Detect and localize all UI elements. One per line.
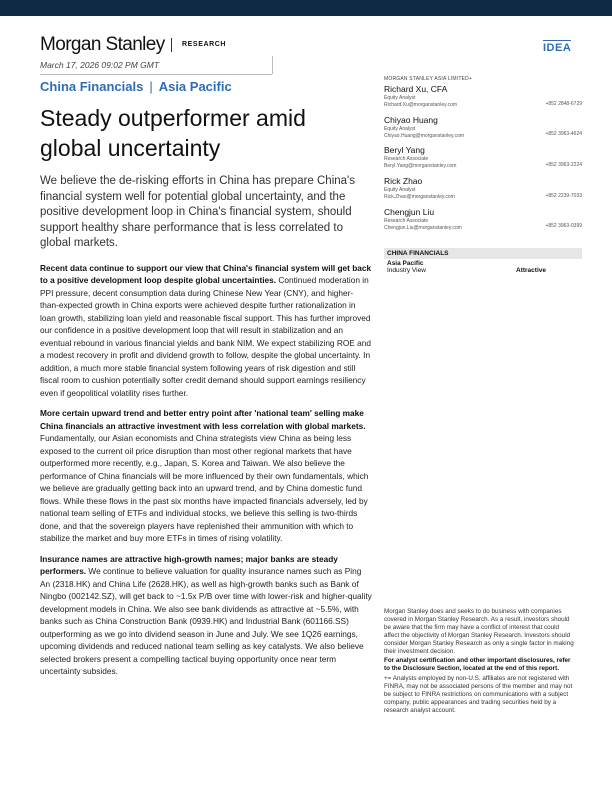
industry-region: Asia Pacific (387, 260, 424, 267)
analyst-card (384, 176, 582, 207)
analyst-email[interactable]: Richard.Xu@morganstanley.com (384, 102, 458, 108)
industry-header: CHINA FINANCIALS (384, 248, 582, 259)
analyst-email[interactable]: Chengjun.Liu@morganstanley.com (384, 224, 462, 231)
analyst-card (384, 145, 582, 176)
paragraph-heading: Insurance names are attractive high-growth names; major banks are steady performers. (40, 553, 338, 577)
research-label: RESEARCH (182, 41, 227, 48)
analyst-card (384, 84, 582, 115)
analyst-name: Beryl Yang (384, 145, 425, 156)
paragraph-text: We continue to believe valuation for quality insurance names such as Ping An (2318.HK) and China Life (2628.HK), as well as high-growth banks such as Bank of Ningbo (002142.SZ), will get back to ~1.5x P/B over time with lower-risk and higher-quality development models in China. We also see bank dividends as attractive at ~5.5%, with banks such as China Construction Bank (0939.HK) and Industrial Bank (601166.SS) outperforming as we go into dividend season in June and July. We see 1Q26 earnings, upcoming dividends and reduced national team selling as key catalysts. We also believe selected brokers present a compelling tactical buying opportunity once near term uncertainty subsides. (40, 566, 372, 677)
report-body (40, 262, 372, 686)
analyst-role: Equity Analyst (384, 95, 416, 101)
paragraph-text: Fundamentally, our Asian economists and China strategists view China as being less exposed to the current oil price disruption than most other regional markets that have outperformed more recently, e.g., Japan, S. Korea and Taiwan. We also believe the performance of China financials will be more influenced by their own fundamentals, which we believe are gradually getting back into an upward trend, and by China domestic fund flows. While these flows in the past six months have impacted financials adversely, led by national team selling of ETFs and individual stocks, we believe this selling is two-thirds done, and that the sovereign players have replenished their ammunition with which to stabilize the market and buy more ETFs in times of rising volatility. (40, 433, 369, 544)
analyst-phone: +852 2848-6729 (545, 100, 582, 107)
body-paragraph (40, 262, 372, 399)
analyst-panel-header: MORGAN STANLEY ASIA LIMITED+ (384, 76, 473, 82)
publish-date: March 17, 2026 09:02 PM GMT (40, 60, 160, 70)
analyst-email[interactable]: Chiyao.Huang@morganstanley.com (384, 132, 465, 139)
analyst-email[interactable]: Rick.Zhao@morganstanley.com (384, 194, 455, 201)
paragraph-text: Continued moderation in PPI pressure, decent consumption data during Chinese New Year (CNY), and higher-than-expected growth in China exports were achieved despite further rationalization in loan growth, stabilizing loan yield and reasonable fiscal support. This has further improved our confidence in a positive development loop that will result in stabilization and an eventual rebound in various financial yields and bank NIM. We expect stabilizing ROE and a modest recovery in profit and dividend growth to follow, despite the global uncertainty. In addition, a much more stable financial system following years of risk digestion and still fiscal room to cushion potentially softer credit demand should support earnings resiliency even if geopolitical volatility rises further. (40, 275, 371, 398)
analyst-name: Chiyao Huang (384, 114, 438, 125)
breadcrumb (40, 79, 232, 94)
analyst-phone: +852 3963-0399 (545, 223, 582, 230)
industry-view-row (384, 267, 582, 274)
analyst-name: Rick Zhao (384, 176, 423, 187)
logo-divider (171, 38, 172, 52)
analyst-role: Equity Analyst (384, 187, 416, 194)
analyst-phone: +852 2239-7033 (545, 192, 582, 199)
paragraph-heading: Recent data continue to support our view that China's financial system will get back to a positive development loop despite global uncertainties. (40, 263, 372, 286)
date-divider-vertical (272, 56, 273, 74)
analyst-name: Chengjun Liu (384, 206, 435, 217)
disclaimer-finra: += Analysts employed by non-U.S. affiliates are not registered with FINRA, may not be associated persons of the member and may not be subject to FINRA restrictions on communications with a subject company, public appearances and trading securities held by a research analyst account. (384, 675, 573, 714)
industry-view-label: Industry View (387, 267, 426, 274)
analyst-panel (384, 76, 582, 237)
lead-summary: We believe the de-risking efforts in China has prepare China's financial system well for potential global uncertainty, and the positive development loop in China's financial system, should support healthy share performance that is less correlated to global markets. (40, 175, 355, 250)
idea-tag: IDEA (543, 42, 572, 54)
analyst-phone: +852 3963-4624 (545, 131, 582, 138)
top-banner (0, 0, 612, 16)
breadcrumb-separator: | (149, 79, 153, 94)
disclaimer-conflict: Morgan Stanley does and seeks to do business with companies covered in Morgan Stanley Research. As a result, investors should be aware that the firm may have a conflict of interest that could affect the objectivity of Morgan Stanley Research. Investors should consider Morgan Stanley Research as only a single factor in making their investment decision. (384, 608, 574, 655)
analyst-role: Research Associate (384, 156, 429, 163)
breadcrumb-sector[interactable]: China Financials (40, 79, 144, 94)
disclaimer (384, 608, 574, 717)
analyst-role: Research Associate (384, 217, 429, 224)
date-divider (40, 74, 272, 75)
morgan-stanley-logo: Morgan Stanley (40, 34, 165, 55)
report-title: Steady outperformer amid global uncertainty (40, 105, 306, 161)
industry-view-value: Attractive (516, 267, 546, 274)
paragraph-heading: More certain upward trend and better entry point after 'national team' selling make China financials an attractive investment with less correlation with global markets. (40, 408, 366, 431)
breadcrumb-region[interactable]: Asia Pacific (158, 79, 232, 94)
analyst-card (384, 207, 582, 238)
body-paragraph (40, 407, 372, 544)
analyst-name: Richard Xu, CFA (384, 84, 448, 94)
analyst-card (384, 115, 582, 146)
analyst-role: Equity Analyst (384, 125, 416, 132)
industry-view-box (384, 248, 582, 274)
body-paragraph (40, 553, 372, 678)
analyst-phone: +852 3963-2224 (545, 162, 582, 169)
disclaimer-certification: For analyst certification and other important disclosures, refer to the Disclosure Section, located at the end of this report. (384, 657, 571, 673)
analyst-email[interactable]: Beryl.Yang@morganstanley.com (384, 163, 457, 170)
